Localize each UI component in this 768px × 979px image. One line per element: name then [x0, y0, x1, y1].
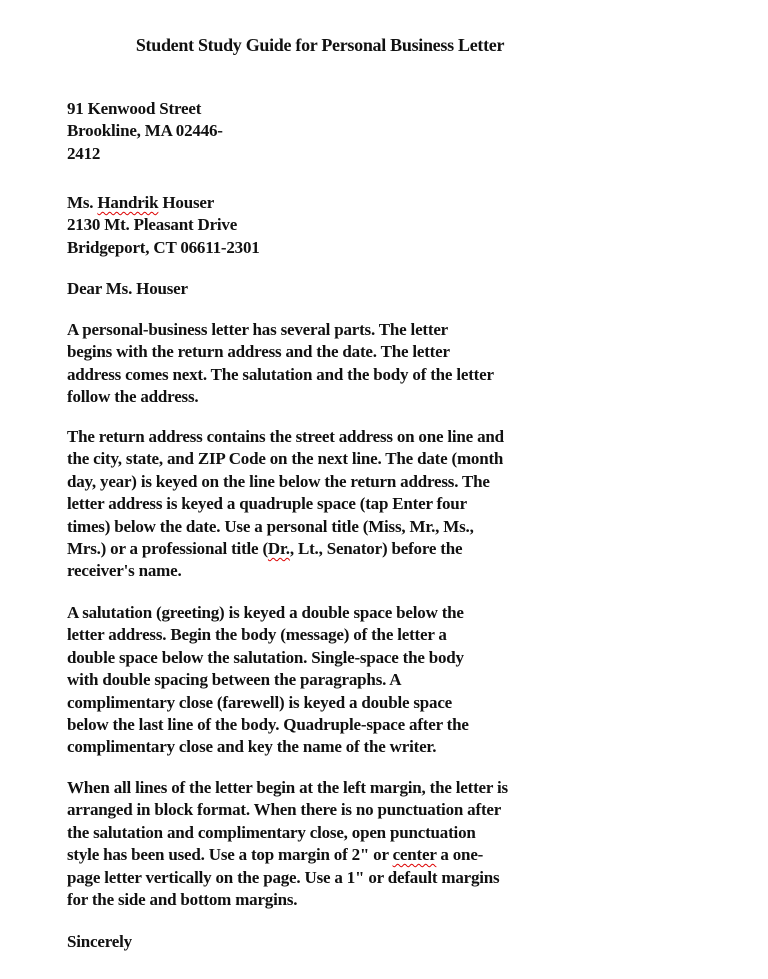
text-line: [67, 448, 504, 470]
text-segment: the city, state, and ZIP Code on the next line. The date (month: [67, 449, 504, 469]
text-line: [67, 602, 469, 624]
text-segment: 91 Kenwood Street: [67, 99, 202, 118]
text-line: [67, 538, 504, 560]
text-segment: 2412: [67, 143, 101, 163]
text-segment: with double spacing between the paragraphs. A: [67, 670, 402, 690]
text-segment: times) below the date. Use a personal title (Miss, Mr., Ms.,: [67, 516, 474, 536]
text-segment: letter address. Begin the body (message) of the letter a: [67, 625, 447, 645]
text-segment: below the last line of the body. Quadruple-space after the: [67, 715, 469, 735]
text-line: [67, 844, 508, 866]
text-segment: Brookline, MA 02446-: [67, 121, 223, 141]
text-segment: When all lines of the letter begin at the left margin, the letter is: [67, 778, 508, 797]
text-segment: letter address is keyed a quadruple space (tap Enter four: [67, 494, 467, 514]
document-title: [0, 35, 768, 56]
text-line: [67, 120, 223, 142]
text-segment: begins with the return address and the date. The letter: [67, 342, 450, 362]
text-segment: a one-: [436, 845, 484, 865]
return-address: [67, 98, 223, 165]
text-segment: A salutation (greeting) is keyed a double space below the: [67, 603, 464, 622]
closing: [67, 931, 132, 953]
text-segment: complimentary close and key the name of the writer.: [67, 737, 437, 757]
text-line: [67, 341, 494, 363]
paragraph-1: [67, 319, 494, 409]
text-line: [67, 98, 223, 120]
text-segment: follow the address.: [67, 387, 199, 407]
text-segment: page letter vertically on the page. Use a 1" or default margins: [67, 867, 500, 887]
text-line: [67, 624, 469, 646]
text-line: [67, 692, 469, 714]
text-line: [67, 822, 508, 844]
recipient-address: [67, 192, 260, 259]
text-line: [67, 714, 469, 736]
text-segment: for the side and bottom margins.: [67, 890, 298, 910]
misspelled-word: center: [392, 845, 437, 865]
text-line: [67, 889, 508, 911]
text-segment: style has been used. Use a top margin of 2" or: [67, 845, 393, 865]
text-segment: Bridgeport, CT 06611-2301: [67, 237, 260, 257]
text-segment: A personal-business letter has several parts. The letter: [67, 320, 449, 339]
text-line: [67, 214, 260, 236]
text-segment: receiver's name.: [67, 561, 182, 581]
text-segment: Dear Ms. Houser: [67, 279, 188, 298]
text-segment: arranged in block format. When there is no punctuation after: [67, 800, 502, 820]
text-line: [67, 560, 504, 582]
text-segment: Houser: [158, 193, 215, 212]
text-line: [67, 867, 508, 889]
text-line: [67, 237, 260, 259]
text-segment: day, year) is keyed on the line below the return address. The: [67, 471, 490, 491]
text-segment: Sincerely: [67, 932, 132, 951]
text-segment: The return address contains the street address on one line and: [67, 427, 504, 446]
text-segment: complimentary close (farewell) is keyed a double space: [67, 692, 453, 712]
text-segment: double space below the salutation. Single-space the body: [67, 647, 464, 667]
text-line: [67, 516, 504, 538]
text-line: [67, 669, 469, 691]
text-line: [67, 319, 494, 341]
salutation: [67, 278, 188, 300]
text-segment: Ms.: [67, 193, 98, 212]
text-segment: Mrs.) or a professional title (: [67, 539, 268, 559]
text-line: [67, 471, 504, 493]
text-line: [67, 493, 504, 515]
text-segment: , Lt., Senator) before the: [289, 539, 463, 559]
text-segment: address comes next. The salutation and the body of the letter: [67, 364, 494, 384]
paragraph-3: [67, 602, 469, 759]
misspelled-word: Dr.: [267, 539, 290, 559]
title-text: Student Study Guide for Personal Business Letter: [135, 35, 505, 55]
text-line: [67, 278, 188, 300]
text-segment: 2130 Mt. Pleasant Drive: [67, 215, 238, 235]
paragraph-4: [67, 777, 508, 911]
text-line: [67, 736, 469, 758]
text-line: [67, 647, 469, 669]
text-line: [67, 192, 260, 214]
text-line: [67, 364, 494, 386]
text-line: [67, 931, 132, 953]
text-line: [67, 777, 508, 799]
text-line: [67, 426, 504, 448]
text-line: [67, 143, 223, 165]
text-line: [67, 386, 494, 408]
paragraph-2: [67, 426, 504, 583]
text-line: [67, 799, 508, 821]
text-segment: the salutation and complimentary close, open punctuation: [67, 822, 476, 842]
misspelled-word: Handrik: [97, 193, 159, 212]
